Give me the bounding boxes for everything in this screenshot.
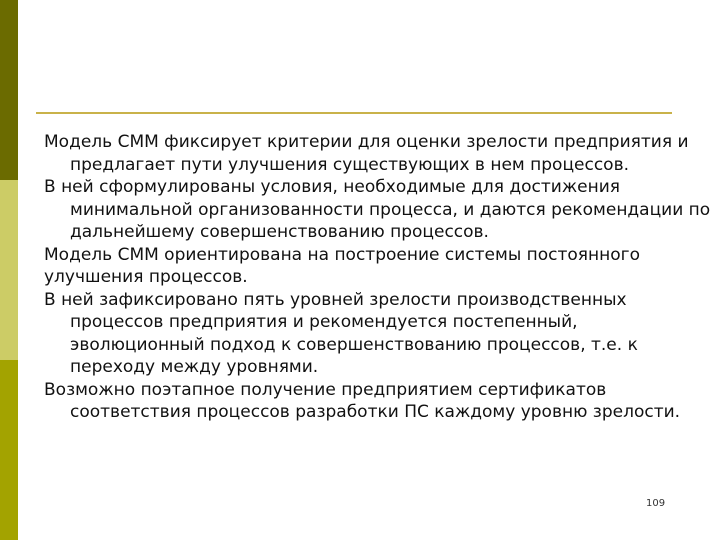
paragraph-6: Возможно поэтапное получение предприятием сертификатов соответствия процессов разработки ПС каждому уровню зрелости. xyxy=(44,379,681,422)
title-divider xyxy=(36,112,672,114)
paragraph-5: В ней зафиксировано пять уровней зрелости производственных процессов предприятия и рекомендуется постепенный, эволюционный подход к совершенствованию процессов, т.е. к переходу между уровнями. xyxy=(44,289,638,377)
paragraph-1: Модель СММ фиксирует критерии для оценки зрелости предприятия и предлагает пути улучшения существующих в нем процессов. xyxy=(44,132,689,175)
paragraph-4: улучшения процессов. xyxy=(44,267,248,287)
page-number: 109 xyxy=(646,498,666,509)
left-band-bottom xyxy=(0,360,18,540)
left-band-middle xyxy=(0,180,18,360)
paragraph-3: Модель СММ ориентирована на построение системы постоянного xyxy=(44,244,640,265)
left-band-top xyxy=(0,0,18,180)
slide-body xyxy=(44,131,714,424)
paragraph-2: В ней сформулированы условия, необходимые для достижения минимальной организованности процесса, и даются рекомендации по дальнейшему совершенствованию процессов. xyxy=(44,177,711,242)
